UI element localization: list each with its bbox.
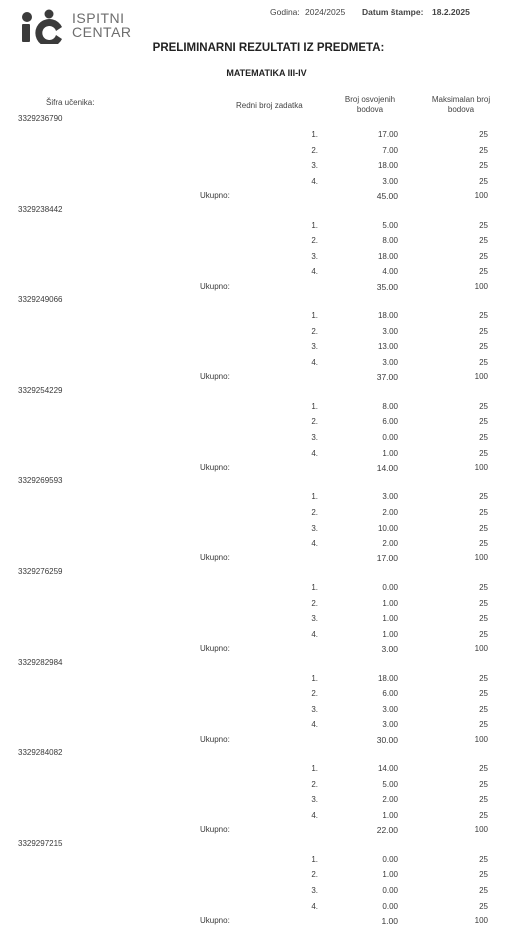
task-points: 18.00 [377, 311, 398, 321]
task-points: 1.00 [382, 614, 398, 624]
task-max-points: 25 [479, 689, 488, 699]
task-max-points: 25 [479, 629, 488, 639]
task-number: 2. [311, 779, 318, 789]
total-points: 45.00 [376, 191, 398, 201]
col-student-code: Šifra učenika: [46, 98, 95, 107]
task-max-points: 25 [479, 176, 488, 186]
task-number: 3. [311, 886, 318, 895]
task-max-points: 25 [479, 508, 488, 517]
total-max-points: 100 [474, 734, 488, 744]
year-value: 2024/2025 [305, 7, 346, 17]
task-max-points: 25 [479, 704, 488, 714]
total-points: 17.00 [376, 553, 398, 564]
total-max-points: 100 [474, 281, 488, 291]
page-title: PRELIMINARNI REZULTATI IZ PREDMETA: [152, 42, 385, 54]
task-number: 4. [311, 539, 318, 549]
task-points: 8.00 [382, 401, 398, 411]
total-label: Ukupno: [200, 462, 230, 472]
subject-title: MATEMATIKA III-IV [226, 68, 307, 78]
total-max-points: 100 [474, 372, 488, 382]
student-code: 3329276259 [18, 567, 63, 576]
total-points: 35.00 [376, 281, 398, 292]
task-points: 18.00 [377, 161, 398, 171]
task-points: 4.00 [382, 267, 398, 277]
task-points: 8.00 [382, 236, 398, 246]
total-label: Ukupno: [200, 553, 230, 563]
student-code: 3329254229 [18, 385, 63, 395]
total-label: Ukupno: [200, 372, 230, 382]
col-task-number: Redni broj zadatka [236, 101, 303, 110]
task-number: 2. [311, 508, 318, 517]
task-points: 1.00 [382, 870, 398, 880]
task-points: 2.00 [382, 539, 398, 549]
task-max-points: 25 [479, 326, 488, 336]
task-number: 1. [311, 764, 318, 774]
task-max-points: 25 [479, 854, 488, 864]
task-max-points: 25 [479, 583, 488, 592]
task-max-points: 25 [479, 764, 488, 774]
task-number: 3. [311, 342, 318, 352]
task-max-points: 25 [479, 720, 488, 730]
task-max-points: 25 [479, 161, 488, 171]
task-number: 2. [311, 326, 318, 336]
task-number: 1. [311, 854, 318, 864]
col-max-points-line2: bodova [447, 105, 475, 114]
total-label: Ukupno: [200, 191, 230, 200]
col-points-earned-line1: Broj osvojenih [344, 95, 396, 104]
task-points: 3.00 [382, 492, 398, 502]
task-number: 4. [311, 358, 318, 367]
total-points: 37.00 [376, 372, 398, 383]
task-number: 3. [311, 251, 318, 261]
task-number: 3. [311, 433, 318, 442]
task-number: 4. [311, 811, 318, 820]
task-points: 18.00 [377, 251, 398, 261]
year-label: Godina: [270, 7, 300, 17]
total-max-points: 100 [474, 915, 488, 925]
student-code: 3329282984 [18, 657, 63, 667]
task-points: 6.00 [382, 417, 398, 427]
task-number: 4. [311, 629, 318, 639]
task-points: 7.00 [382, 145, 398, 155]
task-number: 1. [311, 492, 318, 502]
task-points: 1.00 [382, 598, 398, 608]
task-number: 2. [311, 870, 318, 880]
student-code: 3329238442 [18, 204, 63, 214]
task-points: 2.00 [382, 508, 398, 517]
task-points: 6.00 [382, 689, 398, 699]
col-max-points-line1: Maksimalan broj [431, 95, 491, 104]
task-number: 1. [311, 220, 318, 230]
task-number: 2. [311, 236, 318, 246]
print-date-value: 18.2.2025 [432, 7, 470, 17]
task-max-points: 25 [479, 433, 488, 442]
task-number: 2. [311, 145, 318, 155]
task-points: 0.00 [382, 854, 398, 864]
task-max-points: 25 [479, 811, 488, 820]
task-number: 4. [311, 448, 318, 458]
task-number: 2. [311, 417, 318, 427]
task-points: 1.00 [382, 448, 398, 458]
task-max-points: 25 [479, 220, 488, 230]
task-number: 3. [311, 614, 318, 624]
task-points: 3.00 [382, 358, 398, 367]
total-label: Ukupno: [200, 825, 230, 835]
student-code: 3329297215 [18, 838, 63, 848]
total-points: 14.00 [376, 462, 398, 473]
task-points: 0.00 [382, 901, 398, 911]
total-label: Ukupno: [200, 644, 230, 653]
task-points: 3.00 [382, 720, 398, 730]
total-points: 1.00 [381, 915, 398, 926]
total-label: Ukupno: [200, 915, 230, 925]
logo-line1: ISPITNI [72, 10, 125, 26]
task-number: 1. [311, 583, 318, 592]
task-max-points: 25 [479, 236, 488, 246]
task-points: 0.00 [382, 583, 398, 592]
col-points-earned-line2: bodova [356, 105, 384, 114]
task-points: 17.00 [377, 130, 398, 139]
task-max-points: 25 [479, 145, 488, 155]
task-number: 3. [311, 704, 318, 714]
task-max-points: 25 [479, 492, 488, 502]
total-points: 22.00 [376, 825, 398, 836]
task-points: 3.00 [382, 704, 398, 714]
task-points: 5.00 [382, 779, 398, 789]
total-max-points: 100 [474, 191, 488, 200]
task-max-points: 25 [479, 251, 488, 261]
task-points: 0.00 [382, 886, 398, 895]
task-number: 4. [311, 720, 318, 730]
total-points: 3.00 [381, 644, 398, 654]
task-points: 5.00 [382, 220, 398, 230]
task-max-points: 25 [479, 342, 488, 352]
total-max-points: 100 [474, 553, 488, 563]
print-date-label: Datum štampe: [362, 7, 424, 17]
task-max-points: 25 [479, 401, 488, 411]
task-max-points: 25 [479, 779, 488, 789]
task-number: 4. [311, 901, 318, 911]
task-max-points: 25 [479, 539, 488, 549]
task-points: 3.00 [382, 176, 398, 186]
task-points: 1.00 [382, 629, 398, 639]
student-code: 3329269593 [18, 476, 63, 486]
total-label: Ukupno: [200, 281, 230, 291]
task-number: 1. [311, 401, 318, 411]
total-max-points: 100 [474, 825, 488, 835]
student-code: 3329236790 [18, 114, 63, 123]
task-points: 1.00 [382, 811, 398, 820]
task-max-points: 25 [479, 311, 488, 321]
task-max-points: 25 [479, 886, 488, 895]
task-max-points: 25 [479, 448, 488, 458]
task-max-points: 25 [479, 358, 488, 367]
task-max-points: 25 [479, 267, 488, 277]
task-points: 14.00 [377, 764, 398, 774]
task-max-points: 25 [479, 870, 488, 880]
task-max-points: 25 [479, 673, 488, 683]
task-points: 0.00 [382, 433, 398, 442]
task-number: 2. [311, 598, 318, 608]
logo-line2: CENTAR [72, 24, 132, 40]
task-number: 3. [311, 795, 318, 805]
task-number: 4. [311, 176, 318, 186]
task-number: 1. [311, 130, 318, 139]
task-number: 2. [311, 689, 318, 699]
task-number: 3. [311, 161, 318, 171]
task-number: 3. [311, 523, 318, 533]
total-label: Ukupno: [200, 734, 230, 744]
task-max-points: 25 [479, 130, 488, 139]
task-max-points: 25 [479, 523, 488, 533]
task-points: 18.00 [377, 673, 398, 683]
task-points: 3.00 [382, 326, 398, 336]
task-number: 4. [311, 267, 318, 277]
task-points: 2.00 [382, 795, 398, 805]
task-number: 1. [311, 673, 318, 683]
task-number: 1. [311, 311, 318, 321]
total-max-points: 100 [474, 462, 488, 472]
task-max-points: 25 [479, 598, 488, 608]
col-max-points [416, 95, 506, 115]
col-points-earned [330, 95, 410, 115]
total-max-points: 100 [474, 644, 488, 653]
task-max-points: 25 [479, 614, 488, 624]
student-code: 3329249066 [18, 295, 63, 305]
task-max-points: 25 [479, 795, 488, 805]
student-code: 3329284082 [18, 748, 63, 758]
task-max-points: 25 [479, 417, 488, 427]
total-points: 30.00 [376, 734, 398, 745]
logo-text [72, 11, 132, 39]
task-points: 10.00 [377, 523, 398, 533]
task-max-points: 25 [479, 901, 488, 911]
task-points: 13.00 [377, 342, 398, 352]
